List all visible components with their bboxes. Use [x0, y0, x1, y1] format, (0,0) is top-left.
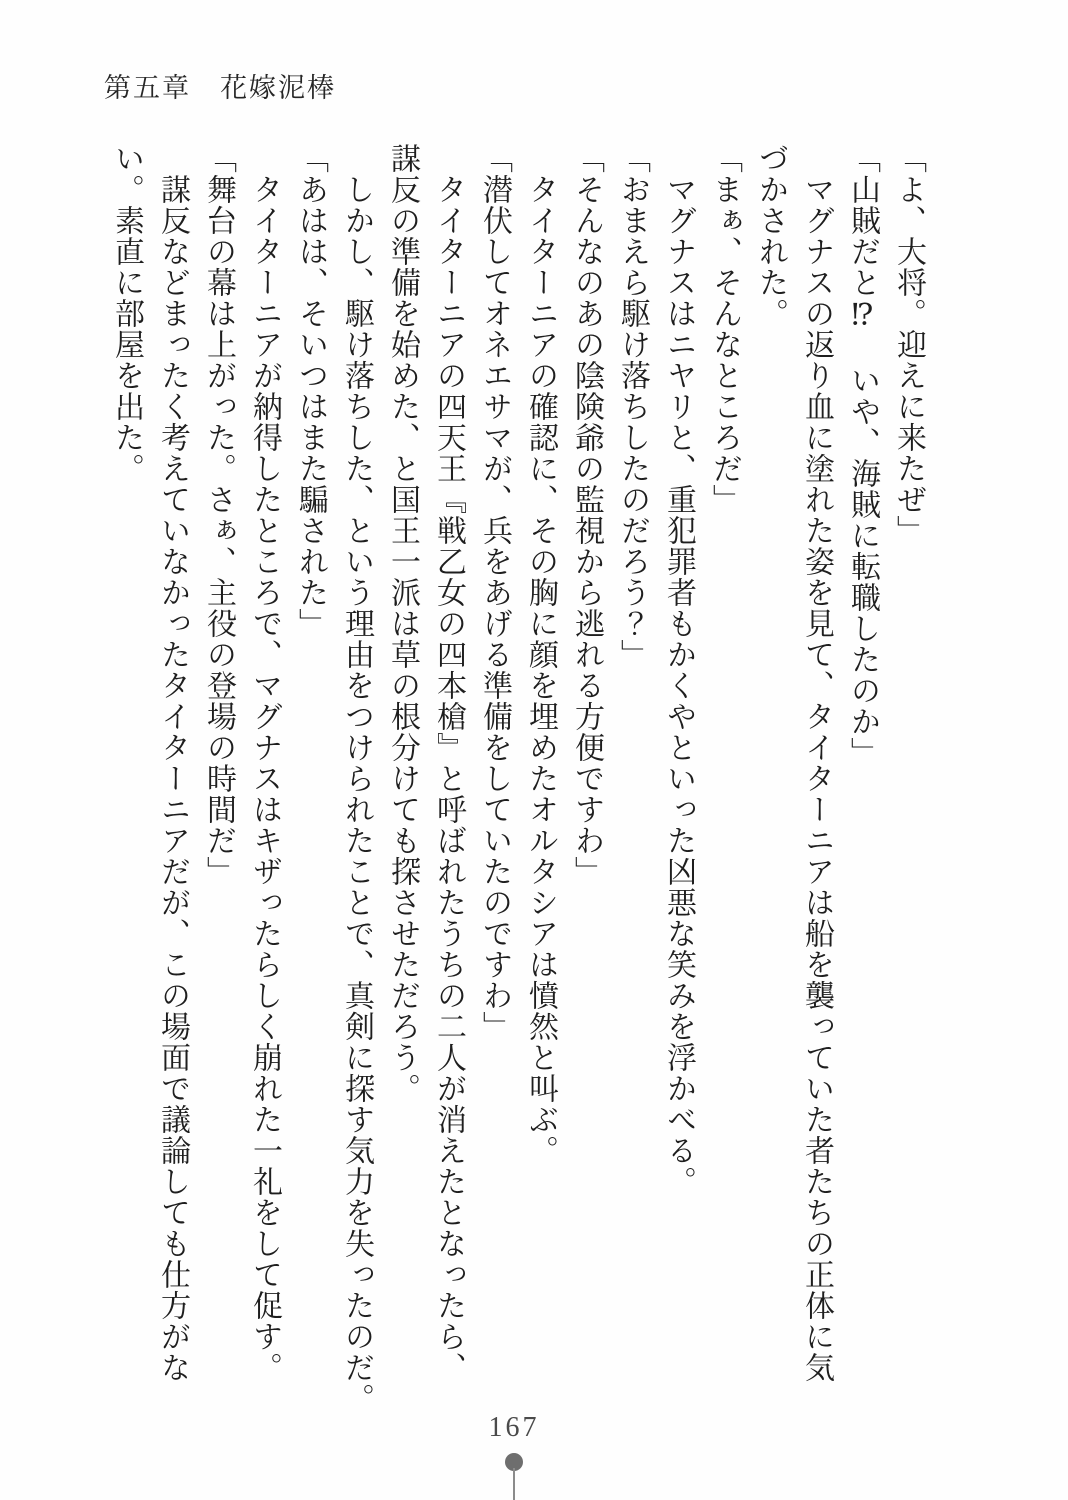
body-text-area [103, 143, 931, 1414]
text-column: 「山賊だと⁉ いや、海賊に転職したのか」 [846, 143, 879, 768]
text-column: 「そんなのあの陰険爺の監視から逃れる方便ですわ」 [570, 143, 603, 887]
text-column: 「あはは、そいつはまた騙された」 [294, 143, 327, 639]
text-column: マグナスはニヤリと、重犯罪者もかくやといった凶悪な笑みを浮かべる。 [662, 174, 695, 1197]
text-column: タイターニアの確認に、その胸に顔を埋めたオルタシアは憤然と叫ぶ。 [524, 174, 557, 1166]
text-column: マグナスの返り血に塗れた姿を見て、タイターニアは船を襲っていた者たちの正体に気 [800, 174, 833, 1383]
text-column: 謀反の準備を始めた、と国王一派は草の根分けても探させただろう。 [386, 143, 419, 1104]
text-column: タイターニアの四天王『戦乙女の四本槍』と呼ばれたうちの二人が消えたとなったら、 [432, 174, 465, 1383]
text-column: 「よ、大将。迎えに来たぜ」 [892, 143, 925, 546]
text-column: 「まぁ、そんなところだ」 [708, 143, 741, 515]
chapter-heading: 第五章 花嫁泥棒 [104, 73, 336, 103]
page-marker-line [513, 1468, 515, 1500]
page-number: 167 [488, 1412, 540, 1443]
text-column: い。素直に部屋を出た。 [110, 143, 143, 484]
text-column: 「舞台の幕は上がった。さぁ、主役の登場の時間だ」 [202, 143, 235, 887]
text-column: づかされた。 [754, 143, 787, 329]
text-column: 「おまえら駆け落ちしたのだろう？」 [616, 143, 649, 670]
text-column: しかし、駆け落ちした、という理由をつけられたことで、真剣に探す気力を失ったのだ。 [340, 174, 373, 1414]
text-column: タイターニアが納得したところで、マグナスはキザったらしく崩れた一礼をして促す。 [248, 174, 281, 1383]
text-column: 「潜伏してオネエサマが、兵をあげる準備をしていたのですわ」 [478, 143, 511, 1042]
text-column: 謀反などまったく考えていなかったタイターニアだが、この場面で議論しても仕方がな [156, 174, 189, 1383]
